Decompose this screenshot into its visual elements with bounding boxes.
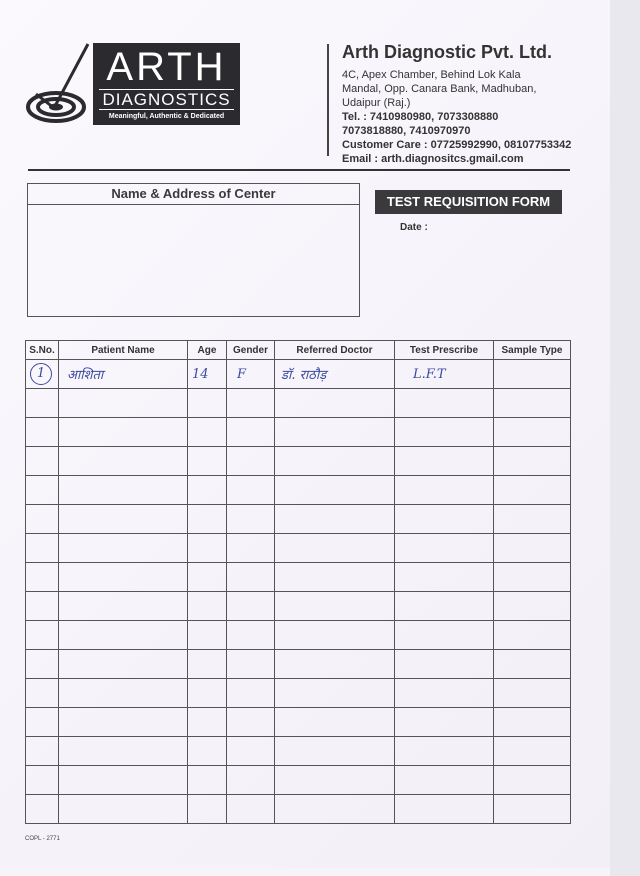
cell-test-prescribe[interactable] bbox=[395, 737, 494, 766]
company-address-line: 4C, Apex Chamber, Behind Lok Kala bbox=[342, 69, 521, 81]
form-code: COPL - 2771 bbox=[25, 836, 60, 842]
cell-age[interactable] bbox=[188, 795, 227, 824]
test-prescribe-value: L.F.T bbox=[413, 367, 446, 382]
cell-sample-type[interactable] bbox=[494, 708, 571, 737]
cell-patient-name[interactable] bbox=[59, 592, 188, 621]
cell-referred-doctor[interactable] bbox=[275, 679, 395, 708]
col-header-patient-name: Patient Name bbox=[59, 341, 188, 360]
cell-age[interactable] bbox=[188, 447, 227, 476]
cell-patient-name[interactable] bbox=[59, 766, 188, 795]
scan-edge bbox=[610, 0, 640, 876]
cell-age[interactable] bbox=[188, 737, 227, 766]
sno-value: 1 bbox=[30, 363, 52, 385]
cell-test-prescribe[interactable] bbox=[395, 592, 494, 621]
cell-referred-doctor[interactable] bbox=[275, 447, 395, 476]
brand-logo bbox=[93, 43, 240, 125]
cell-sno[interactable] bbox=[26, 795, 59, 824]
cell-age[interactable] bbox=[188, 766, 227, 795]
cell-sample-type[interactable] bbox=[494, 621, 571, 650]
table-row bbox=[26, 737, 571, 766]
table-row bbox=[26, 563, 571, 592]
cell-test-prescribe[interactable] bbox=[395, 505, 494, 534]
cell-referred-doctor[interactable] bbox=[275, 563, 395, 592]
cell-sample-type[interactable] bbox=[494, 389, 571, 418]
cell-patient-name[interactable] bbox=[59, 795, 188, 824]
cell-test-prescribe[interactable] bbox=[395, 476, 494, 505]
cell-referred-doctor[interactable] bbox=[275, 650, 395, 679]
cell-gender[interactable] bbox=[227, 592, 275, 621]
cell-sample-type[interactable] bbox=[494, 679, 571, 708]
cell-referred-doctor[interactable] bbox=[275, 418, 395, 447]
referred-doctor-value: डॉ. राठौड़ bbox=[281, 367, 327, 383]
company-name: Arth Diagnostic Pvt. Ltd. bbox=[342, 42, 553, 62]
company-tel-line: Tel. : 7410980980, 7073308880 bbox=[342, 111, 499, 123]
logo-tagline: Meaningful, Authentic & Dedicated bbox=[108, 113, 225, 120]
cell-gender[interactable] bbox=[227, 621, 275, 650]
header-divider bbox=[327, 44, 329, 156]
cell-sno[interactable] bbox=[26, 650, 59, 679]
cell-sno[interactable] bbox=[26, 621, 59, 650]
cell-age[interactable] bbox=[188, 476, 227, 505]
cell-age[interactable] bbox=[188, 389, 227, 418]
cell-age[interactable] bbox=[188, 650, 227, 679]
cell-patient-name[interactable] bbox=[59, 505, 188, 534]
cell-patient-name[interactable] bbox=[59, 650, 188, 679]
cell-referred-doctor[interactable] bbox=[275, 360, 395, 389]
age-value: 14 bbox=[192, 367, 209, 382]
cell-patient-name[interactable] bbox=[59, 708, 188, 737]
cell-test-prescribe[interactable] bbox=[395, 360, 494, 389]
date-label: Date : bbox=[400, 222, 428, 233]
cell-test-prescribe[interactable] bbox=[395, 534, 494, 563]
cell-sno[interactable] bbox=[26, 592, 59, 621]
cell-age[interactable] bbox=[188, 592, 227, 621]
cell-test-prescribe[interactable] bbox=[395, 447, 494, 476]
cell-referred-doctor[interactable] bbox=[275, 592, 395, 621]
cell-sample-type[interactable] bbox=[494, 563, 571, 592]
cell-patient-name[interactable] bbox=[59, 476, 188, 505]
table-row bbox=[26, 389, 571, 418]
cell-gender[interactable] bbox=[227, 708, 275, 737]
cell-test-prescribe[interactable] bbox=[395, 766, 494, 795]
cell-patient-name[interactable] bbox=[59, 360, 188, 389]
cell-sample-type[interactable] bbox=[494, 592, 571, 621]
center-box-title: Name & Address of Center bbox=[28, 184, 359, 205]
cell-gender[interactable] bbox=[227, 795, 275, 824]
company-address-line: Udaipur (Raj.) bbox=[342, 97, 411, 109]
table-row bbox=[26, 447, 571, 476]
cell-patient-name[interactable] bbox=[59, 563, 188, 592]
cell-test-prescribe[interactable] bbox=[395, 563, 494, 592]
cell-sample-type[interactable] bbox=[494, 534, 571, 563]
cell-sno[interactable] bbox=[26, 563, 59, 592]
table-row bbox=[26, 766, 571, 795]
col-header-age: Age bbox=[188, 341, 227, 360]
cell-referred-doctor[interactable] bbox=[275, 621, 395, 650]
cell-test-prescribe[interactable] bbox=[395, 389, 494, 418]
cell-gender[interactable] bbox=[227, 505, 275, 534]
cell-referred-doctor[interactable] bbox=[275, 505, 395, 534]
patient-name-value: आशिता bbox=[67, 367, 104, 383]
cell-patient-name[interactable] bbox=[59, 389, 188, 418]
gender-value: F bbox=[237, 367, 247, 382]
center-address-box[interactable] bbox=[27, 183, 360, 317]
table-row bbox=[26, 708, 571, 737]
cell-patient-name[interactable] bbox=[59, 534, 188, 563]
cell-sno[interactable] bbox=[26, 360, 59, 389]
cell-sample-type[interactable] bbox=[494, 360, 571, 389]
cell-test-prescribe[interactable] bbox=[395, 650, 494, 679]
cell-test-prescribe[interactable] bbox=[395, 621, 494, 650]
cell-test-prescribe[interactable] bbox=[395, 795, 494, 824]
table-row bbox=[26, 360, 571, 389]
cell-sample-type[interactable] bbox=[494, 795, 571, 824]
cell-patient-name[interactable] bbox=[59, 737, 188, 766]
company-address-line: Mandal, Opp. Canara Bank, Madhuban, bbox=[342, 83, 537, 95]
table-row bbox=[26, 650, 571, 679]
cell-sno[interactable] bbox=[26, 766, 59, 795]
logo-word-arth: ARTH bbox=[106, 45, 227, 89]
table-row bbox=[26, 679, 571, 708]
cell-sno[interactable] bbox=[26, 505, 59, 534]
table-row bbox=[26, 795, 571, 824]
company-info bbox=[342, 40, 592, 166]
cell-age[interactable] bbox=[188, 621, 227, 650]
col-header-sno: S.No. bbox=[26, 341, 59, 360]
cell-sample-type[interactable] bbox=[494, 418, 571, 447]
col-header-referred-doctor: Referred Doctor bbox=[275, 341, 395, 360]
cell-sno[interactable] bbox=[26, 418, 59, 447]
cell-age[interactable] bbox=[188, 679, 227, 708]
cell-sno[interactable] bbox=[26, 737, 59, 766]
cell-gender[interactable] bbox=[227, 389, 275, 418]
cell-gender[interactable] bbox=[227, 360, 275, 389]
cell-sample-type[interactable] bbox=[494, 476, 571, 505]
table-row bbox=[26, 592, 571, 621]
cell-age[interactable] bbox=[188, 418, 227, 447]
table-header-row bbox=[26, 341, 571, 360]
cell-referred-doctor[interactable] bbox=[275, 766, 395, 795]
cell-gender[interactable] bbox=[227, 737, 275, 766]
cell-test-prescribe[interactable] bbox=[395, 418, 494, 447]
cell-sample-type[interactable] bbox=[494, 447, 571, 476]
cell-gender[interactable] bbox=[227, 447, 275, 476]
cell-sno[interactable] bbox=[26, 447, 59, 476]
cell-sample-type[interactable] bbox=[494, 650, 571, 679]
col-header-test-prescribe: Test Prescribe bbox=[395, 341, 494, 360]
cell-gender[interactable] bbox=[227, 766, 275, 795]
cell-referred-doctor[interactable] bbox=[275, 389, 395, 418]
cell-patient-name[interactable] bbox=[59, 679, 188, 708]
logo-word-diagnostics: DIAGNOSTICS bbox=[99, 89, 234, 110]
cell-patient-name[interactable] bbox=[59, 418, 188, 447]
cell-sno[interactable] bbox=[26, 476, 59, 505]
form-title-banner: TEST REQUISITION FORM bbox=[375, 190, 562, 214]
col-header-gender: Gender bbox=[227, 341, 275, 360]
customer-care: Customer Care : 07725992990, 08107753342 bbox=[342, 139, 572, 151]
cell-gender[interactable] bbox=[227, 534, 275, 563]
cell-age[interactable] bbox=[188, 563, 227, 592]
cell-referred-doctor[interactable] bbox=[275, 476, 395, 505]
cell-gender[interactable] bbox=[227, 679, 275, 708]
header-rule bbox=[28, 169, 570, 171]
cell-age[interactable] bbox=[188, 708, 227, 737]
cell-sno[interactable] bbox=[26, 389, 59, 418]
cell-sno[interactable] bbox=[26, 679, 59, 708]
table-row bbox=[26, 418, 571, 447]
cell-sample-type[interactable] bbox=[494, 766, 571, 795]
table-row bbox=[26, 534, 571, 563]
cell-age[interactable] bbox=[188, 534, 227, 563]
cell-gender[interactable] bbox=[227, 563, 275, 592]
company-email: Email : arth.diagnositcs.gmail.com bbox=[342, 153, 524, 165]
table-row bbox=[26, 505, 571, 534]
cell-sno[interactable] bbox=[26, 708, 59, 737]
patient-table bbox=[25, 340, 571, 824]
cell-gender[interactable] bbox=[227, 476, 275, 505]
cell-referred-doctor[interactable] bbox=[275, 534, 395, 563]
cell-sno[interactable] bbox=[26, 534, 59, 563]
cell-referred-doctor[interactable] bbox=[275, 737, 395, 766]
target-check-icon bbox=[26, 42, 90, 126]
cell-gender[interactable] bbox=[227, 418, 275, 447]
cell-referred-doctor[interactable] bbox=[275, 795, 395, 824]
table-row bbox=[26, 476, 571, 505]
cell-test-prescribe[interactable] bbox=[395, 708, 494, 737]
cell-patient-name[interactable] bbox=[59, 447, 188, 476]
cell-sample-type[interactable] bbox=[494, 737, 571, 766]
cell-referred-doctor[interactable] bbox=[275, 708, 395, 737]
cell-test-prescribe[interactable] bbox=[395, 679, 494, 708]
col-header-sample-type: Sample Type bbox=[494, 341, 571, 360]
cell-age[interactable] bbox=[188, 360, 227, 389]
company-tel-line: 7073818880, 7410970970 bbox=[342, 125, 471, 137]
cell-age[interactable] bbox=[188, 505, 227, 534]
table-row bbox=[26, 621, 571, 650]
cell-gender[interactable] bbox=[227, 650, 275, 679]
cell-patient-name[interactable] bbox=[59, 621, 188, 650]
cell-sample-type[interactable] bbox=[494, 505, 571, 534]
